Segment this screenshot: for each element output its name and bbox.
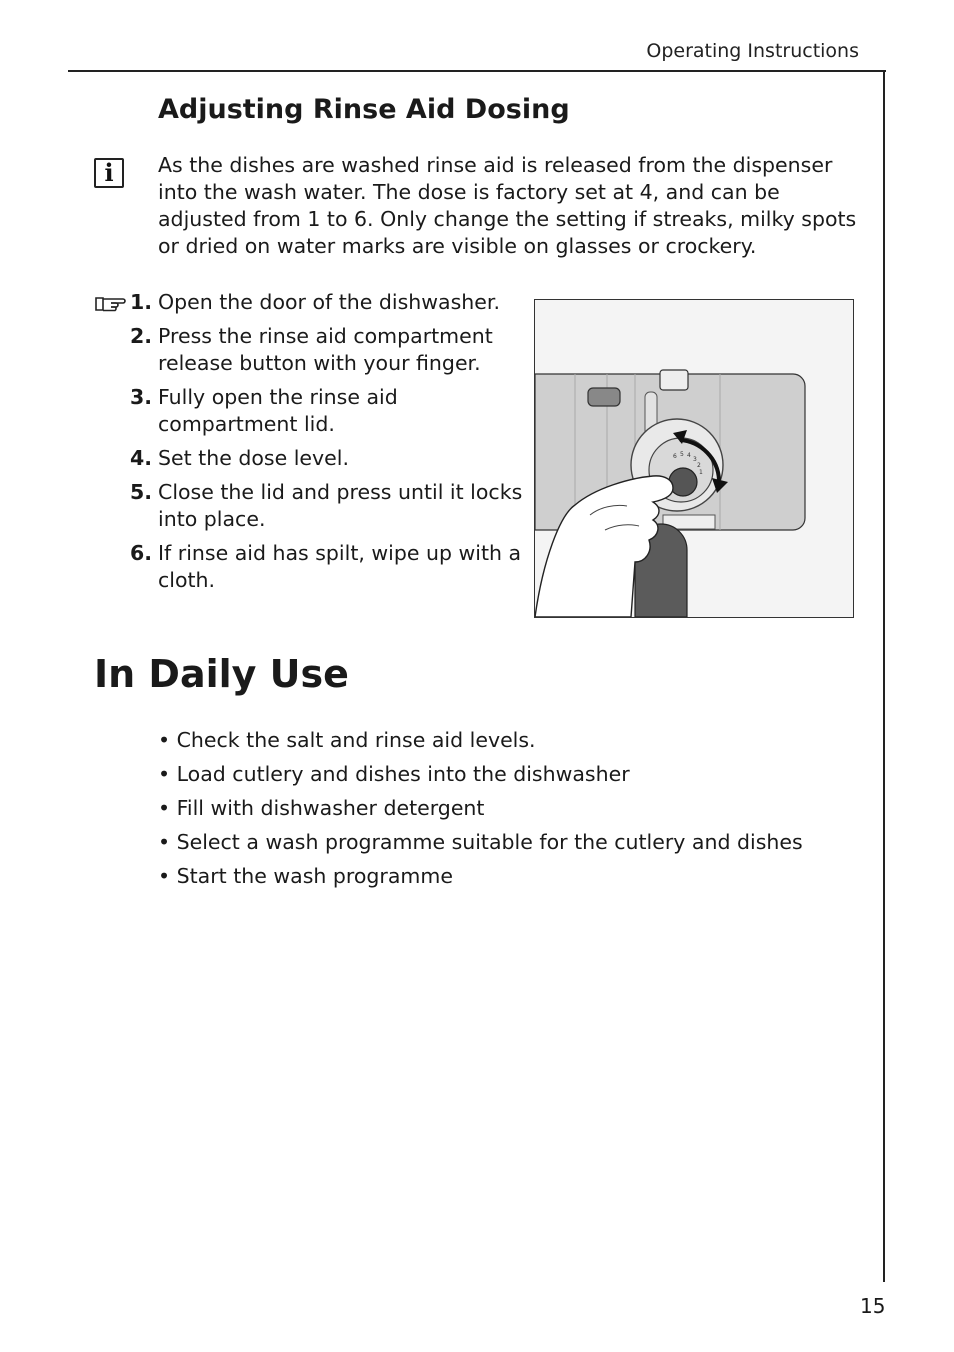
step-3 xyxy=(130,384,530,438)
instruction-steps xyxy=(130,289,530,601)
step-text: If rinse aid has spilt, wipe up with a cloth. xyxy=(158,541,522,592)
intro-paragraph: As the dishes are washed rinse aid is released from the dispenser into the wash water. The dose is factory set at 4, and can be adjusted from 1 to 6. Only change the setting if streaks, milky spots or dried on water marks are visible on glasses or crockery. xyxy=(158,153,857,258)
list-item: • Fill with dishwasher detergent xyxy=(158,796,485,820)
page-edge-rule xyxy=(883,70,885,1282)
page-number: 15 xyxy=(860,1294,886,1318)
daily-use-list xyxy=(158,727,803,897)
step-number: 2. xyxy=(130,324,153,348)
list-item: • Start the wash programme xyxy=(158,864,453,888)
step-number: 4. xyxy=(130,446,153,470)
dial-number: 2 xyxy=(697,462,701,469)
step-5 xyxy=(130,479,530,533)
list-item: • Select a wash programme suitable for the cutlery and dishes xyxy=(158,830,803,854)
list-item: • Check the salt and rinse aid levels. xyxy=(158,728,536,752)
step-1 xyxy=(130,289,530,316)
step-6 xyxy=(130,540,530,594)
step-4 xyxy=(130,445,530,472)
step-text: Press the rinse aid compartment release button with your finger. xyxy=(158,324,493,375)
step-number: 6. xyxy=(130,541,153,565)
dial-number: 1 xyxy=(699,469,703,476)
dial-number: 5 xyxy=(680,451,684,458)
step-text: Open the door of the dishwasher. xyxy=(158,290,500,314)
step-number: 3. xyxy=(130,385,153,409)
running-header: Operating Instructions xyxy=(646,40,859,62)
step-number: 5. xyxy=(130,480,153,504)
dial-number: 4 xyxy=(687,452,691,459)
dial-number: 6 xyxy=(673,453,677,460)
step-text: Set the dose level. xyxy=(158,446,349,470)
step-text: Fully open the rinse aid compartment lid. xyxy=(158,385,398,436)
section-title-rinse-aid: Adjusting Rinse Aid Dosing xyxy=(158,94,570,125)
dose-dial-knob xyxy=(669,468,697,496)
dial-number: 3 xyxy=(693,456,697,463)
header-rule xyxy=(68,70,886,72)
info-icon: i xyxy=(94,158,124,188)
step-2 xyxy=(130,323,530,377)
list-item: • Load cutlery and dishes into the dishwasher xyxy=(158,762,630,786)
step-number: 1. xyxy=(130,290,153,314)
step-text: Close the lid and press until it locks into place. xyxy=(158,480,523,531)
dishwasher-door-drawing xyxy=(535,300,853,617)
rinse-aid-dial-illustration xyxy=(534,299,854,618)
section-title-daily-use: In Daily Use xyxy=(94,652,349,696)
pointing-hand-icon xyxy=(94,292,128,314)
release-button xyxy=(588,388,620,406)
